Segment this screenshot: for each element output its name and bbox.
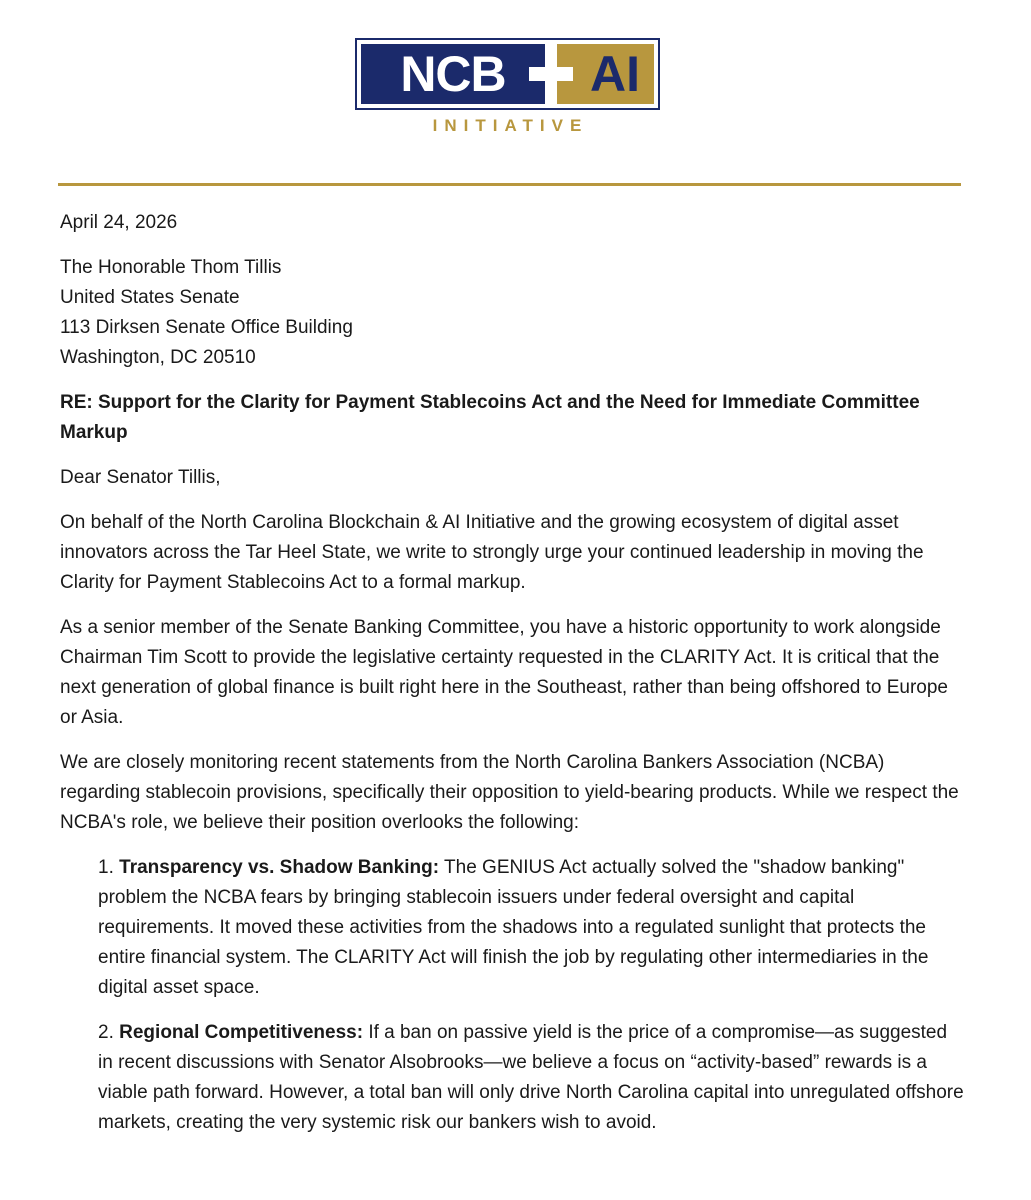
list-lead: Regional Competitiveness:	[119, 1022, 364, 1043]
logo-box	[355, 38, 660, 110]
list-number: 1.	[98, 857, 114, 878]
list-lead: Transparency vs. Shadow Banking:	[119, 857, 440, 878]
header-divider	[58, 183, 961, 186]
list-item	[60, 1018, 965, 1138]
body-paragraph: As a senior member of the Senate Banking Committee, you have a historic opportunity to work alongside Chairman Tim Scott to provide the legislative certainty requested in the CLARITY Act. It is critical that the next generation of global finance is built right here in the Southeast, rather than being offshored to Europe or Asia.	[60, 617, 948, 728]
letter-body	[60, 208, 965, 1153]
ncb-ai-logo	[355, 38, 660, 136]
logo-ai-text: AI	[545, 44, 654, 104]
logo-plus-icon	[529, 44, 573, 104]
address-line: United States Senate	[60, 287, 240, 308]
address-line: The Honorable Thom Tillis	[60, 257, 282, 278]
body-paragraph: We are closely monitoring recent statements from the North Carolina Bankers Association (NCBA) regarding stablecoin provisions, specifically their opposition to yield-bearing products. While we respect the NCBA's role, we believe their position overlooks the following:	[60, 752, 959, 833]
salutation: Dear Senator Tillis,	[60, 467, 221, 488]
subject-line: RE: Support for the Clarity for Payment Stablecoins Act and the Need for Immediate Committee Markup	[60, 392, 920, 443]
logo-ncb-text: NCB	[361, 44, 545, 104]
address-line: 113 Dirksen Senate Office Building	[60, 317, 353, 338]
logo-subtitle: INITIATIVE	[432, 116, 589, 135]
points-list	[60, 853, 965, 1138]
body-paragraph: On behalf of the North Carolina Blockchain & AI Initiative and the growing ecosystem of digital asset innovators across the Tar Heel State, we write to strongly urge your continued leadership in moving the Clarity for Payment Stablecoins Act to a formal markup.	[60, 512, 924, 593]
list-item	[60, 853, 965, 1003]
recipient-address	[60, 253, 965, 373]
list-number: 2.	[98, 1022, 114, 1043]
list-text: The GENIUS Act actually solved the "shadow banking" problem the NCBA fears by bringing stablecoin issuers under federal oversight and capital requirements. It moved these activities from the shadows into a regulated sunlight that protects the entire financial system. The CLARITY Act will finish the job by regulating other intermediaries in the digital asset space.	[98, 857, 929, 998]
letter-date: April 24, 2026	[60, 212, 178, 233]
address-line: Washington, DC 20510	[60, 347, 256, 368]
list-text: If a ban on passive yield is the price of a compromise—as suggested in recent discussions with Senator Alsobrooks—we believe a focus on “activity-based” rewards is a viable path forward. However, a total ban will only drive North Carolina capital into unregulated offshore markets, creating the very systemic risk our bankers wish to avoid.	[98, 1022, 964, 1133]
